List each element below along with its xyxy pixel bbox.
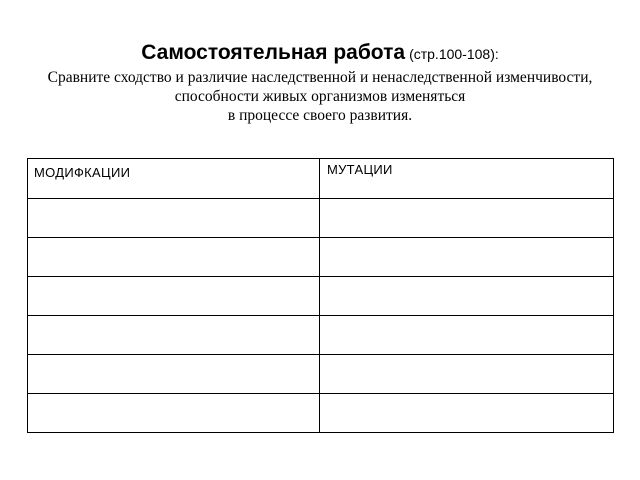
header-cell-mutations (320, 159, 614, 199)
table-cell (28, 238, 320, 277)
table-row (28, 199, 614, 238)
header-modifications: МОДИФКАЦИИ (34, 165, 131, 180)
table-cell (28, 316, 320, 355)
table-row (28, 394, 614, 433)
header-cell-modifications (28, 159, 320, 199)
table-cell (28, 355, 320, 394)
page-reference: (стр.100-108): (409, 46, 499, 62)
task-description-line-1: Сравните сходство и различие наследственной и ненаследственной изменчивости, (47, 69, 593, 86)
table-cell (320, 238, 614, 277)
table-row (28, 355, 614, 394)
table-header-row (28, 159, 614, 199)
task-description-line-2: способности живых организмов изменяться (174, 88, 466, 105)
table-row (28, 238, 614, 277)
table-cell (320, 199, 614, 238)
comparison-table (27, 158, 614, 433)
page-title: Самостоятельная работа (141, 41, 406, 64)
table-row (28, 277, 614, 316)
task-description-line-3: в процессе своего развития. (227, 107, 413, 124)
table-row (28, 316, 614, 355)
table-cell (320, 316, 614, 355)
table-cell (28, 394, 320, 433)
title-line (0, 40, 640, 68)
table-cell (320, 394, 614, 433)
worksheet-header (0, 40, 640, 125)
header-mutations: МУТАЦИИ (327, 162, 393, 177)
table-cell (320, 355, 614, 394)
table-cell (28, 277, 320, 316)
table-cell (28, 199, 320, 238)
table-cell (320, 277, 614, 316)
